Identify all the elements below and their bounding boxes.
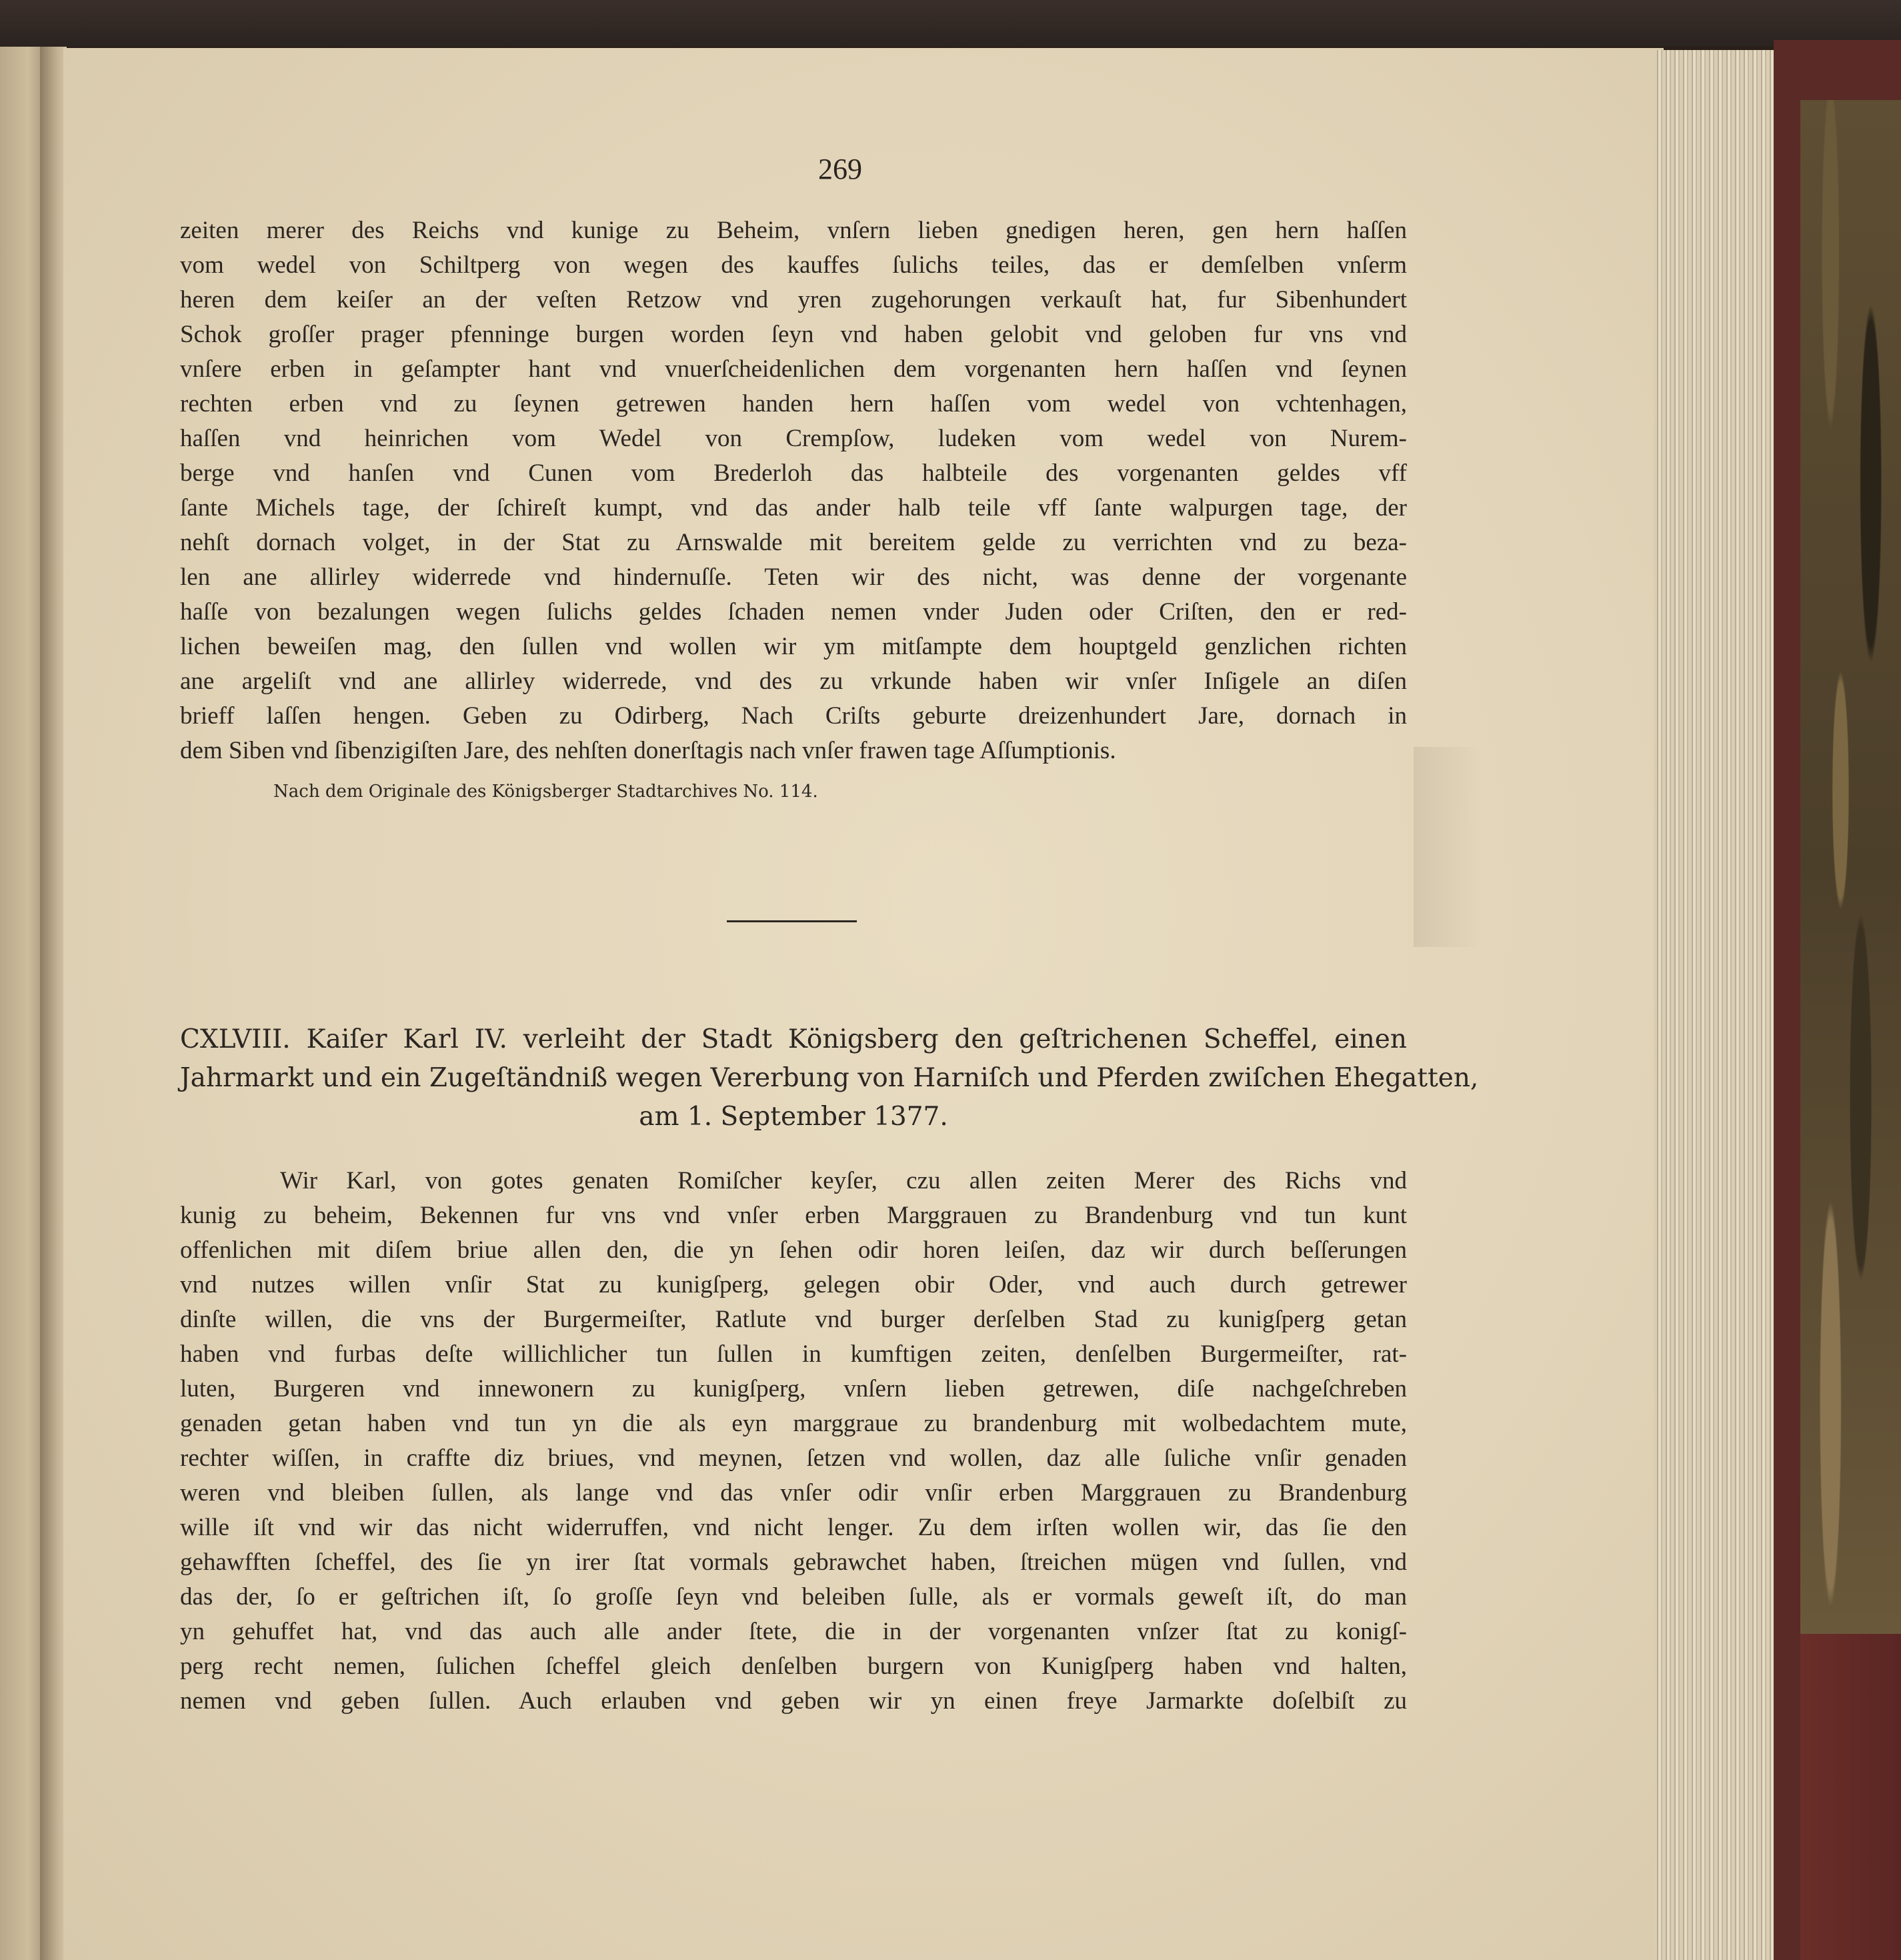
text-line: heren dem keiſer an der veſten Retzow vnd yren zugehorungen verkauſt hat, fur Sibenhundert: [180, 286, 1407, 313]
text-line: len ane allirley widerrede vnd hindernuſſe. Teten wir des nicht, was denne der vorgenante: [180, 564, 1407, 591]
text-line: offenlichen mit diſem briue allen den, die yn ſehen odir horen leiſen, daz wir durch beſſerungen: [180, 1236, 1407, 1264]
text-line: dem Siben vnd ſibenzigiſten Jare, des nehſten donerſtagis nach vnſer frawen tage Aſſumptionis.: [180, 737, 1116, 764]
text-line: rechter wiſſen, in craffte diz briues, vnd meynen, ſetzen vnd wollen, daz alle ſuliche vnſir genaden: [180, 1444, 1407, 1472]
heading-line: CXLVIII. Kaiſer Karl IV. verleiht der Stadt Königsberg den geſtrichenen Scheffel, einen: [180, 1024, 1407, 1054]
source-note: Nach dem Originale des Königsberger Stadtarchives No. 114.: [273, 782, 818, 802]
text-line: haſſen vnd heinrichen vom Wedel von Crempſow, ludeken vom wedel von Nurem-: [180, 425, 1407, 452]
text-line: gehawfften ſcheffel, des ſie yn irer ſtat vormals gebrawchet haben, ſtreichen mügen vnd ſullen, vnd: [180, 1549, 1407, 1576]
background-top: [0, 0, 1901, 47]
text-line: yn gehuffet hat, vnd das auch alle ander ſtete, die in der vorgenanten vnſzer ſtat zu konigſ-: [180, 1618, 1407, 1645]
page-number: 269: [818, 153, 862, 185]
heading-line: am 1. September 1377.: [639, 1102, 948, 1132]
text-line: das der, ſo er geſtrichen iſt, ſo groſſe ſeyn vnd beleiben ſulle, als er vormals geweſt iſt, do man: [180, 1583, 1407, 1611]
text-line: haſſe von bezalungen wegen ſulichs geldes ſchaden nemen vnder Juden oder Criſten, den er red-: [180, 598, 1407, 626]
text-line: weren vnd bleiben ſullen, als lange vnd das vnſer odir vnſir erben Marggrauen zu Brandenburg: [180, 1479, 1407, 1507]
binding-lower: [1800, 1634, 1901, 1960]
text-line: perg recht nemen, ſulichen ſcheffel gleich denſelben burgern von Kunigſperg haben vnd halten,: [180, 1653, 1407, 1680]
text-line: vnd nutzes willen vnſir Stat zu kunigſperg, gelegen obir Oder, vnd auch durch getrewer: [180, 1271, 1407, 1298]
text-line: ſante Michels tage, der ſchireſt kumpt, vnd das ander halb teile vff ſante walpurgen tage, der: [180, 494, 1407, 522]
page-edges: [1654, 50, 1774, 1960]
text-line: brieff laſſen hengen. Geben zu Odirberg, Nach Criſts geburte dreizenhundert Jare, dornach in: [180, 702, 1407, 730]
section-divider: [727, 920, 857, 922]
text-line: ane argeliſt vnd ane allirley widerrede, vnd des zu vrkunde haben wir vnſer Inſigele an diſen: [180, 668, 1407, 695]
text-line: lichen beweiſen mag, den ſullen vnd wollen wir ym mitſampte dem houptgeld genzlichen richten: [180, 633, 1407, 660]
text-line: vom wedel von Schiltperg von wegen des kauffes ſulichs teiles, das er demſelben vnſerm: [180, 251, 1407, 279]
text-line: rechten erben vnd zu ſeynen getrewen handen hern haſſen vom wedel von vchtenhagen,: [180, 390, 1407, 417]
text-line: nehſt dornach volget, in der Stat zu Arnswalde mit bereitem gelde zu verrichten vnd zu beza-: [180, 529, 1407, 556]
book-gutter: [40, 47, 67, 1960]
lower-paragraph: [180, 1164, 1407, 1719]
text-line: berge vnd hanſen vnd Cunen vom Brederloh das halbteile des vorgenanten geldes vff: [180, 459, 1407, 487]
text-line: Schok groſſer prager pfenninge burgen worden ſeyn vnd haben gelobit vnd geloben fur vns vnd: [180, 321, 1407, 348]
text-line: wille iſt vnd wir das nicht widerruffen, vnd nicht lenger. Zu dem irſten wollen wir, das ſie den: [180, 1514, 1407, 1541]
text-line: dinſte willen, die vns der Burgermeiſter, Ratlute vnd burger derſelben Stad zu kunigſperg getan: [180, 1306, 1407, 1333]
text-line: haben vnd furbas deſte willichlicher tun ſullen in kumftigen zeiten, denſelben Burgermeiſter, rat-: [180, 1340, 1407, 1368]
text-line: Wir Karl, von gotes genaten Romiſcher keyſer, czu allen zeiten Merer des Richs vnd: [280, 1167, 1407, 1194]
text-line: vnſere erben in geſampter hant vnd vnuerſcheidenlichen dem vorgenanten hern haſſen vnd ſeynen: [180, 355, 1407, 383]
text-line: luten, Burgeren vnd innewonern zu kunigſperg, vnſern lieben getrewen, diſe nachgeſchreben: [180, 1375, 1407, 1402]
heading-line: Jahrmarkt und ein Zugeſtändniß wegen Vererbung von Harniſch und Pferden zwiſchen Ehegatten,: [180, 1063, 1479, 1093]
text-line: genaden getan haben vnd tun yn die als eyn marggraue zu brandenburg mit wolbedachtem mute,: [180, 1410, 1407, 1437]
text-line: nemen vnd geben ſullen. Auch erlauben vnd geben wir yn einen freye Jarmarkte doſelbiſt zu: [180, 1687, 1407, 1715]
text-line: kunig zu beheim, Bekennen fur vns vnd vnſer erben Marggrauen zu Brandenburg vnd tun kunt: [180, 1202, 1407, 1229]
bleed-through-shadow: [1414, 747, 1480, 947]
text-line: zeiten merer des Reichs vnd kunige zu Beheim, vnſern lieben gnedigen heren, gen hern haſſen: [180, 217, 1407, 244]
upper-paragraph: [180, 213, 1407, 768]
document-heading: [180, 1020, 1479, 1136]
marbled-endpaper: [1800, 100, 1901, 1634]
